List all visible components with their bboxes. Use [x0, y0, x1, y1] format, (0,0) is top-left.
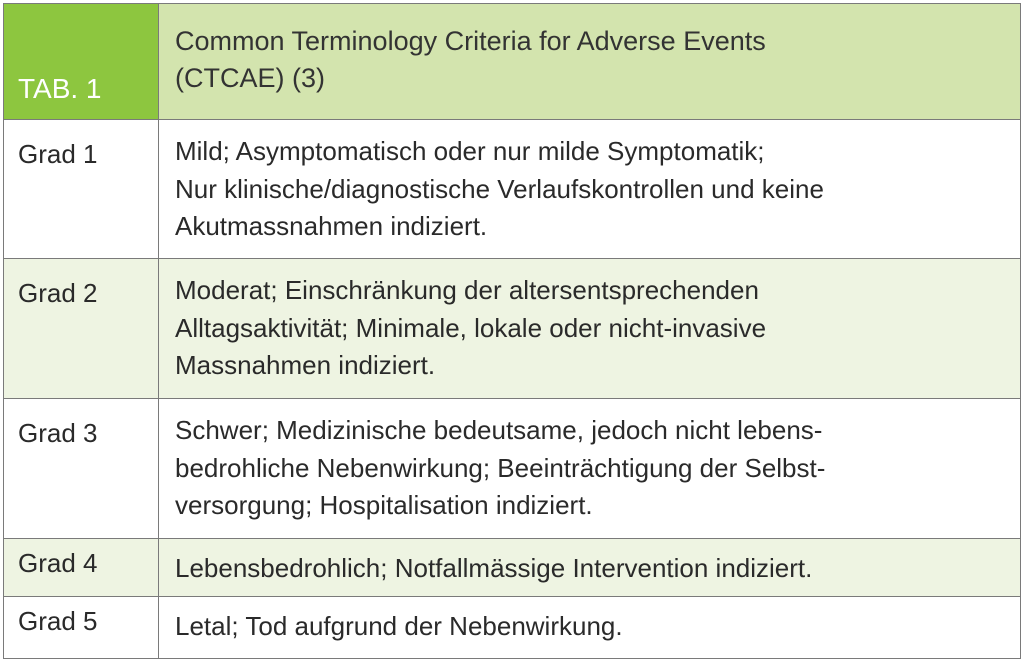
ctcae-table [3, 3, 1021, 659]
table-row [4, 259, 1021, 399]
description-line: Letal; Tod aufgrund der Nebenwirkung. [175, 610, 623, 641]
table-title-line: (CTCAE) (3) [175, 63, 325, 93]
ctcae-table-container [3, 3, 1020, 657]
description-line: Alltagsaktivität; Minimale, lokale oder nicht-invasive [175, 312, 767, 343]
description-cell [159, 399, 1021, 539]
table-row [4, 399, 1021, 539]
grade-cell: Grad 4 [4, 539, 159, 597]
table-row [4, 596, 1021, 658]
grade-cell: Grad 1 [4, 120, 159, 259]
description-line: bedrohliche Nebenwirkung; Beeinträchtigung der Selbst- [175, 452, 826, 483]
table-label: TAB. 1 [4, 4, 159, 120]
grade-cell: Grad 3 [4, 399, 159, 539]
description-line: Akutmassnahmen indiziert. [175, 211, 488, 241]
table-title-line: Common Terminology Criteria for Adverse Events [175, 26, 766, 56]
description-line: Mild; Asymptomatisch oder nur milde Symptomatik; [175, 136, 765, 166]
table-row [4, 539, 1021, 597]
description-line: Massnahmen indiziert. [175, 350, 436, 380]
table-row [4, 120, 1021, 259]
grade-cell: Grad 5 [4, 596, 159, 658]
description-cell [159, 259, 1021, 399]
table-header-row [4, 4, 1021, 120]
description-cell [159, 539, 1021, 597]
description-line: Moderat; Einschränkung der altersentsprechenden [175, 275, 759, 305]
description-cell [159, 120, 1021, 259]
description-cell [159, 596, 1021, 658]
description-line: Lebensbedrohlich; Notfallmässige Intervention indiziert. [175, 553, 813, 583]
table-title [159, 4, 1021, 120]
description-line: versorgung; Hospitalisation indiziert. [175, 490, 593, 520]
description-line: Schwer; Medizinische bedeutsame, jedoch nicht lebens- [175, 415, 823, 445]
grade-cell: Grad 2 [4, 259, 159, 399]
description-line: Nur klinische/diagnostische Verlaufskontrollen und keine [175, 173, 824, 204]
